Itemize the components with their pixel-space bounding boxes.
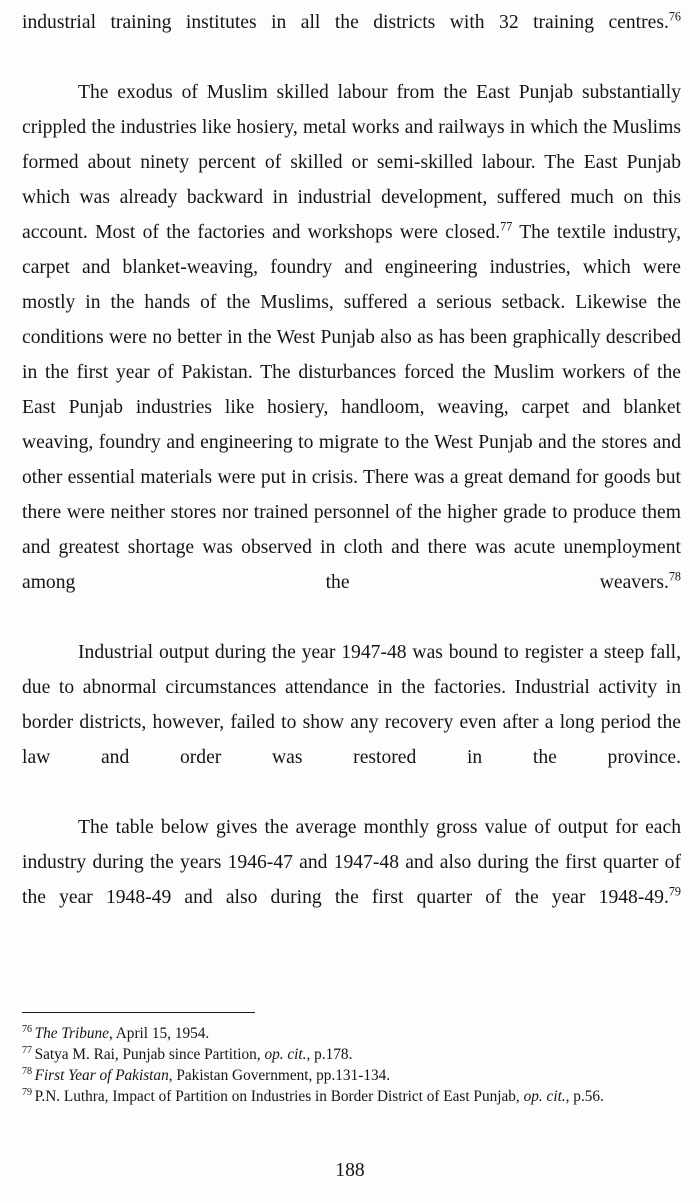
footnote-77 [22, 1044, 684, 1065]
paragraph-3 [22, 635, 681, 810]
paragraph-2 [22, 75, 681, 635]
footnote-76-rest: , April 15, 1954. [108, 1025, 210, 1042]
paragraph-2-segment-b: The textile industry, carpet and blanket-weaving, foundry and engineering industries, which were mostly in the hands of the Muslims, suffered a serious setback. Likewise the conditions were no better in the West Punjab also as has been graphically described in the first year of Pakistan. The disturbances forced the Muslim workers of the East Punjab industries like hosiery, handloom, weaving, carpet and blanket weaving, foundry and engineering to migrate to the West Punjab and the stores and other essential materials were put in crisis. There was a great demand for goods but there were neither stores nor trained personnel of the higher grade to produce them and greatest shortage was observed in cloth and there was acute unemployment among the weavers. [22, 222, 681, 593]
footnote-marker-79: 79 [668, 884, 681, 899]
footnote-78-rest: , Pakistan Government, pp.131-134. [168, 1067, 391, 1084]
footnote-77-part-c: , p.178. [306, 1046, 353, 1063]
footnotes-block [22, 1023, 684, 1107]
paragraph-1-text: industrial training institutes in all the districts with 32 training centres. [22, 12, 669, 33]
body-text-block [22, 5, 681, 950]
footnote-78-title: First Year of Pakistan [34, 1067, 169, 1084]
paragraph-4 [22, 810, 681, 950]
footnote-78-number: 78 [22, 1065, 33, 1077]
footnote-76-title: The Tribune [34, 1025, 109, 1042]
footnote-separator-rule [22, 1012, 255, 1013]
footnote-79 [22, 1086, 684, 1107]
paragraph-2-segment-a: The exodus of Muslim skilled labour from the East Punjab substantially crippled the industries like hosiery, metal works and railways in which the Muslims formed about ninety percent of skilled or semi-skilled labour. The East Punjab which was already backward in industrial development, suffered much on this account. Most of the factories and workshops were closed. [22, 82, 681, 243]
footnote-79-opcit: op. cit. [523, 1088, 566, 1105]
paragraph-1 [22, 5, 681, 75]
footnote-77-part-a: Satya M. Rai, Punjab since Partition, [34, 1046, 265, 1063]
footnote-marker-76: 76 [668, 9, 681, 24]
footnote-79-number: 79 [22, 1086, 33, 1098]
footnote-marker-78: 78 [668, 569, 681, 584]
footnote-77-opcit: op. cit. [264, 1046, 307, 1063]
footnote-76 [22, 1023, 684, 1044]
footnote-79-part-c: , p.56. [565, 1088, 604, 1105]
footnote-77-number: 77 [22, 1044, 33, 1056]
page-number: 188 [335, 1160, 365, 1181]
footnote-79-part-a: P.N. Luthra, Impact of Partition on Industries in Border District of East Punjab, [34, 1088, 524, 1105]
footnote-78 [22, 1065, 684, 1086]
paragraph-3-text: Industrial output during the year 1947-48 was bound to register a steep fall, due to abnormal circumstances attendance in the factories. Industrial activity in border districts, however, failed to show any recovery even after a long period the law and order was restored in the province. [22, 642, 681, 768]
paragraph-4-text: The table below gives the average monthly gross value of output for each industry during the years 1946-47 and 1947-48 and also during the first quarter of the year 1948-49 and also during the first quarter of the year 1948-49. [22, 817, 681, 908]
footnote-marker-77: 77 [500, 219, 513, 234]
footnote-76-number: 76 [22, 1023, 33, 1035]
